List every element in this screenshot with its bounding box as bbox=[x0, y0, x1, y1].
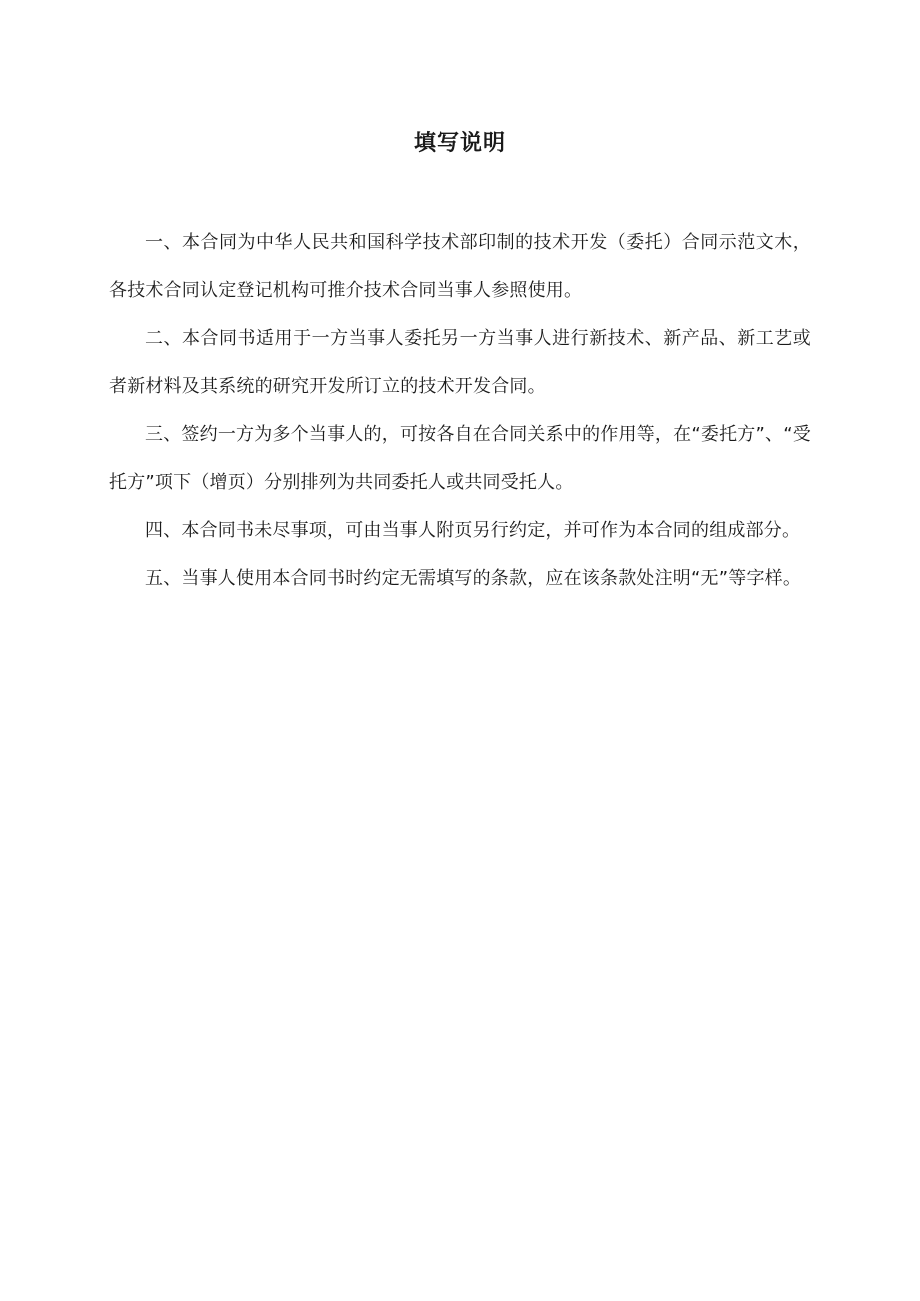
instruction-paragraph-1: 一、本合同为中华人民共和国科学技术部印制的技术开发（委托）合同示范文木，各技术合同认定登记机构可推介技术合同当事人参照使用。 bbox=[109, 232, 811, 301]
instruction-paragraph-4: 四、本合同书未尽事项，可由当事人附页另行约定，并可作为本合同的组成部分。 bbox=[145, 520, 801, 541]
page-title: 填写说明 bbox=[413, 131, 506, 156]
instructions-body bbox=[109, 219, 811, 603]
instruction-paragraph-5: 五、当事人使用本合同书时约定无需填写的条款，应在该条款处注明“无”等字样。 bbox=[145, 568, 802, 589]
instruction-paragraph-2: 二、本合同书适用于一方当事人委托另一方当事人进行新技术、新产品、新工艺或者新材料及其系统的研究开发所订立的技术开发合同。 bbox=[109, 328, 811, 397]
instruction-paragraph-3: 三、签约一方为多个当事人的，可按各自在合同关系中的作用等，在“委托方”、“受托方”项下（增页）分别排列为共同委托人或共同受托人。 bbox=[109, 424, 811, 493]
